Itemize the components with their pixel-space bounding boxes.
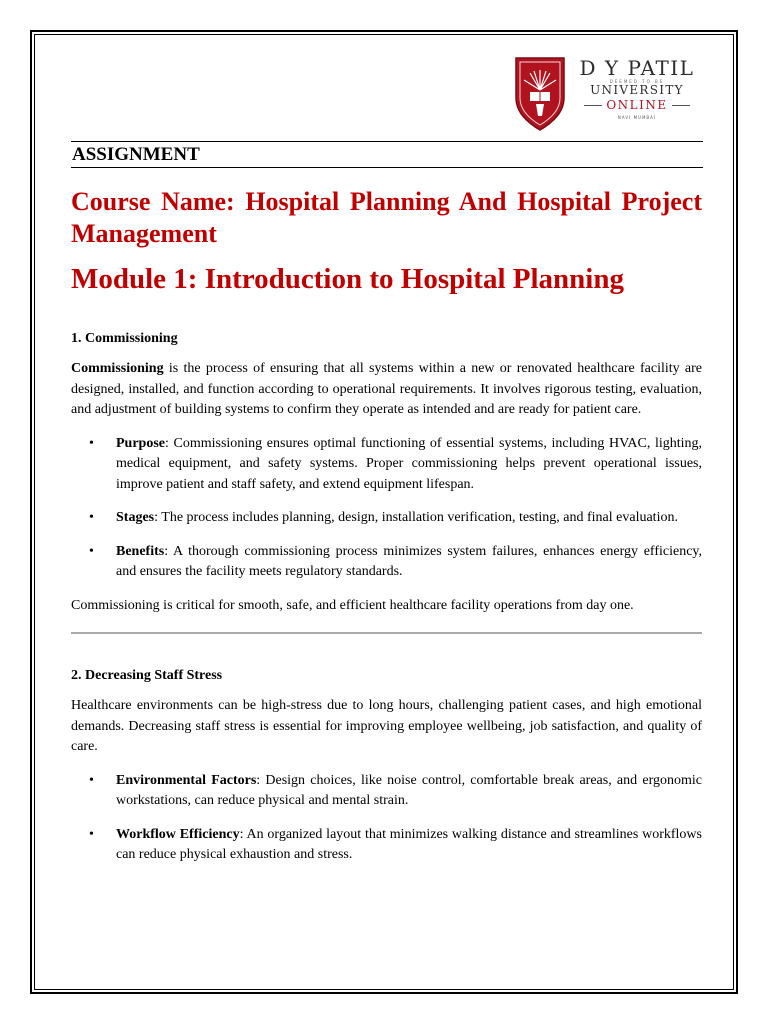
staff-stress-list (71, 771, 702, 866)
list-item-term: Stages (116, 510, 155, 525)
list-item (71, 825, 702, 866)
shield-emblem-icon (512, 54, 568, 132)
list-item-text: : Commissioning ensures optimal functioning of essential systems, including HVAC, lighting, medical equipment, and safety systems. Proper commissioning helps prevent operational issues, improve patient and staff safety, and extend equipment lifespan. (116, 435, 702, 492)
commissioning-intro (71, 359, 702, 421)
logo-online: ONLINE (606, 98, 668, 112)
commissioning-conclusion: Commissioning is critical for smooth, safe, and efficient healthcare facility operations from day one. (71, 597, 634, 613)
list-item (71, 542, 702, 583)
list-item-term: Benefits (116, 543, 165, 559)
list-item (71, 434, 702, 496)
module-title: Module 1: Introduction to Hospital Planning (71, 263, 624, 295)
section-divider (71, 632, 702, 634)
section-heading-commissioning: 1. Commissioning (71, 331, 178, 346)
intro-text: is the process of ensuring that all systems within a new or renovated healthcare facility are designed, installed, and function according to operational requirements. It involves rigorous testing, evaluation, and adjustment of building systems to confirm they operate as intended and are ready for patient care. (71, 361, 702, 417)
logo-online-row (574, 98, 700, 112)
logo-name: D Y PATIL (579, 56, 695, 80)
staff-stress-intro: Healthcare environments can be high-stress due to long hours, challenging patient cases, and high emotional demands. Decreasing staff stress is essential for improving employee wellbeing, job satisfaction, and quality of care. (71, 698, 702, 754)
logo-tagline: DEEMED TO BE (609, 79, 665, 84)
commissioning-list (71, 434, 702, 583)
list-item-text: : The process includes planning, design, installation verification, testing, and final evaluation. (154, 510, 678, 525)
list-item-text: : An organized layout that minimizes walking distance and streamlines workflows can reduce physical exhaustion and stress. (116, 826, 702, 862)
bullet-icon: • (89, 826, 94, 842)
section-heading-staff-stress: 2. Decreasing Staff Stress (71, 668, 223, 683)
logo-university: UNIVERSITY (590, 83, 684, 97)
header-rule-bottom (71, 167, 703, 168)
header-rule-top (71, 141, 703, 142)
university-logo (512, 54, 702, 134)
list-item (71, 508, 702, 529)
bullet-icon: • (89, 543, 94, 559)
logo-location: NAVI MUMBAI (617, 115, 657, 120)
list-item-term: Purpose (116, 435, 165, 451)
list-item-term: Environmental Factors (116, 772, 257, 788)
assignment-label: ASSIGNMENT (72, 144, 200, 165)
list-item-term: Workflow Efficiency (116, 826, 240, 842)
bullet-icon: • (89, 772, 94, 788)
list-item (71, 771, 702, 812)
list-item-text: : A thorough commissioning process minimizes system failures, enhances energy efficiency, and ensures the facility meets regulatory standards. (116, 543, 702, 579)
list-item-text: : Design choices, like noise control, comfortable break areas, and ergonomic workstations, can reduce physical and mental strain. (116, 772, 702, 808)
course-title: Course Name: Hospital Planning And Hospital Project Management (71, 187, 702, 248)
logo-divider-right (672, 105, 690, 106)
intro-term: Commissioning (71, 361, 164, 376)
logo-wordmark (574, 58, 700, 121)
bullet-icon: • (89, 510, 94, 525)
logo-divider-left (584, 105, 602, 106)
bullet-icon: • (89, 435, 94, 451)
document-body (71, 329, 702, 879)
